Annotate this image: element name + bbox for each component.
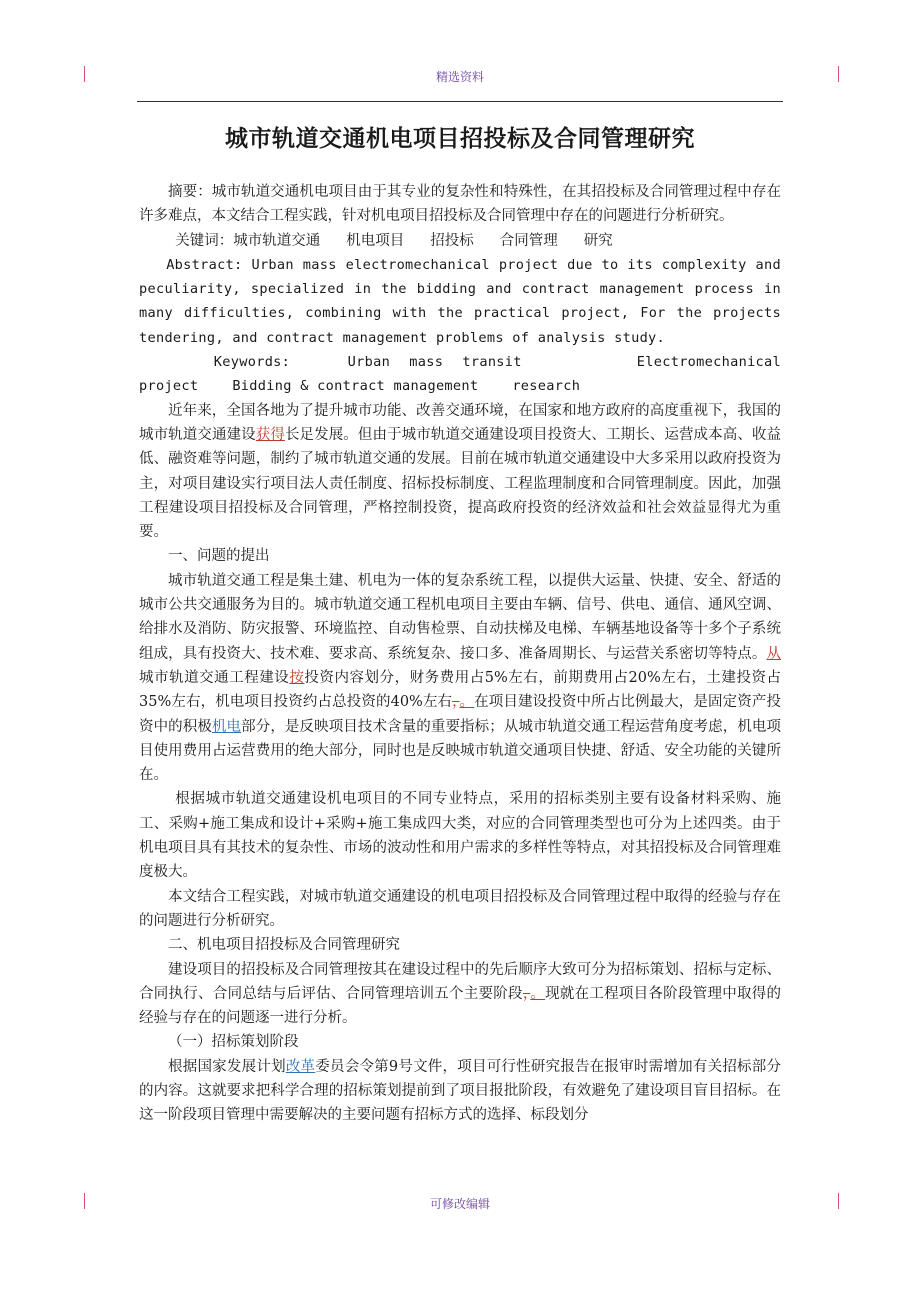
- text-run: 城市轨道交通工程是集土建、机电为一体的复杂系统工程，以提供大运量、快捷、安全、舒适的城市公共交通服务为目的。城市轨道交通工程机电项目主要由车辆、信号、供电、通信、通风空调、给排水及消防、防灾报警、环境监控、自动售检票、自动扶梯及电梯、车辆基地设备等十多个子系统组成，具有投资大、技术难、要求高、系统复杂、接口多、准备周期长、与运营关系密切等特点。: [139, 572, 781, 662]
- keywords-en: [139, 350, 781, 399]
- tracked-deletion: 从: [766, 645, 781, 662]
- text-run: 近年来，全国各地为了提升城市功能、改善交通环境，在国家和地方政府的高度重视下，我国的城市轨道交通建设: [139, 402, 781, 443]
- keyword-cn: 城市轨道交通: [233, 232, 321, 249]
- subsection-heading-1: （一）招标策划阶段: [168, 1034, 299, 1051]
- text-run: 长足发展。但由于城市轨道交通建设项目投资大、工期长、运营成本高、收益低、融资难等问题，制约了城市轨道交通的发展。目前在城市轨道交通建设中大多采用以政府投资为主，对项目建设实行项目法人责任制度、招标投标制度、工程监理制度和合同管理制度。因此，加强工程建设项目招投标及合同管理，严格控制投资，提高政府投资的经济效益和社会效益显得尤为重要。: [139, 426, 782, 541]
- text-run: 委员会令第9号文件，项目可行性研究报告在报审时需增加有关招标部分的内容。这就要求把科学合理的招标策划提前到了项目报批阶段，有效避免了建设项目盲目招标。在这一阶段项目管理中需要解决的主要问题有招标方式的选择、标段划分: [139, 1058, 781, 1124]
- tracked-deletion: 获得: [255, 426, 285, 443]
- tracked-insertion: 机电: [211, 718, 242, 735]
- abstract-en: Abstract: Urban mass electromechanical project due to its complexity and peculiarity, specialized in the bidding and contract management process in many difficulties, combining with the practical project, For the projects tendering, and contract management problems of analysis study.: [139, 256, 781, 346]
- text-run: 根据国家发展计划: [168, 1058, 286, 1075]
- paragraph-intro: [139, 399, 781, 545]
- keyword-cn: 合同管理: [499, 232, 558, 249]
- keyword-en: Electromechanical project: [139, 354, 782, 395]
- tracked-deletion: ，: [522, 985, 531, 1002]
- tracked-insertion: 。: [530, 985, 546, 1002]
- header-rule: [137, 101, 783, 102]
- document-title: 城市轨道交通机电项目招投标及合同管理研究: [225, 126, 695, 152]
- page-header: 精选资料: [435, 70, 484, 84]
- page-footer: 可修改编辑: [429, 1197, 490, 1211]
- text-run: 部分，是反映项目技术含量的重要指标；从城市轨道交通工程运营角度考虑，机电项目使用费用占运营费用的绝大部分，同时也是反映城市轨道交通项目快捷、舒适、安全功能的关键所在。: [139, 718, 782, 784]
- keywords-cn: [139, 229, 781, 253]
- tracked-insertion: 。: [459, 694, 475, 711]
- keyword-en: research: [512, 378, 581, 395]
- keyword-cn: 研究: [583, 232, 613, 249]
- tracked-deletion: 按: [289, 669, 305, 686]
- abstract-cn: 摘要：城市轨道交通机电项目由于其专业的复杂性和特殊性，在其招投标及合同管理过程中存在许多难点，本文结合工程实践，针对机电项目招投标及合同管理中存在的问题进行分析研究。: [139, 184, 781, 225]
- text-run: 建设项目的招投标及合同管理按其在建设过程中的先后顺序大致可分为招标策划、招标与定标、合同执行、合同总结与后评估、合同管理培训五个主要阶段: [139, 961, 781, 1002]
- keywords-cn-label: 关键词：: [175, 232, 234, 249]
- text-run: 在项目建设投资中所占比例最大，是固定资产投资中的积极: [139, 694, 782, 735]
- text-run: 投资内容划分，财务费用占5%左右，前期费用占20%左右，土建投资占35%左右，机电项目投资约占总投资的40%左右: [139, 669, 782, 711]
- paragraph-problem: [139, 569, 781, 788]
- keyword-cn: 招投标: [430, 232, 474, 249]
- paragraph-scope: 本文结合工程实践，对城市轨道交通建设的机电项目招投标及合同管理过程中取得的经验与存在的问题进行分析研究。: [139, 888, 781, 929]
- section-heading-2: 二、机电项目招投标及合同管理研究: [168, 937, 400, 954]
- tracked-insertion: 改革: [285, 1058, 316, 1075]
- keywords-en-label: Keywords:: [213, 354, 291, 371]
- keyword-en: Bidding & contract management: [232, 378, 479, 395]
- paragraph-planning: [139, 1055, 781, 1128]
- tracked-deletion: ，: [452, 694, 460, 711]
- text-run: 城市轨道交通工程建设: [139, 669, 290, 686]
- document-body: [139, 180, 781, 1128]
- section-heading-1: 一、问题的提出: [168, 548, 270, 565]
- keyword-cn: 机电项目: [346, 232, 405, 249]
- keyword-en: Urban mass transit: [347, 354, 522, 371]
- paragraph-stages: [139, 958, 781, 1031]
- text-run: 现就在工程项目各阶段管理中取得的经验与存在的问题逐一进行分析。: [139, 985, 782, 1027]
- paragraph-categories: 根据城市轨道交通建设机电项目的不同专业特点，采用的招标类别主要有设备材料采购、施工、采购+施工集成和设计+采购+施工集成四大类，对应的合同管理类型也可分为上述四类。由于机电项目具有其技术的复杂性、市场的波动性和用户需求的多样性等特点，对其招投标及合同管理难度极大。: [139, 791, 781, 881]
